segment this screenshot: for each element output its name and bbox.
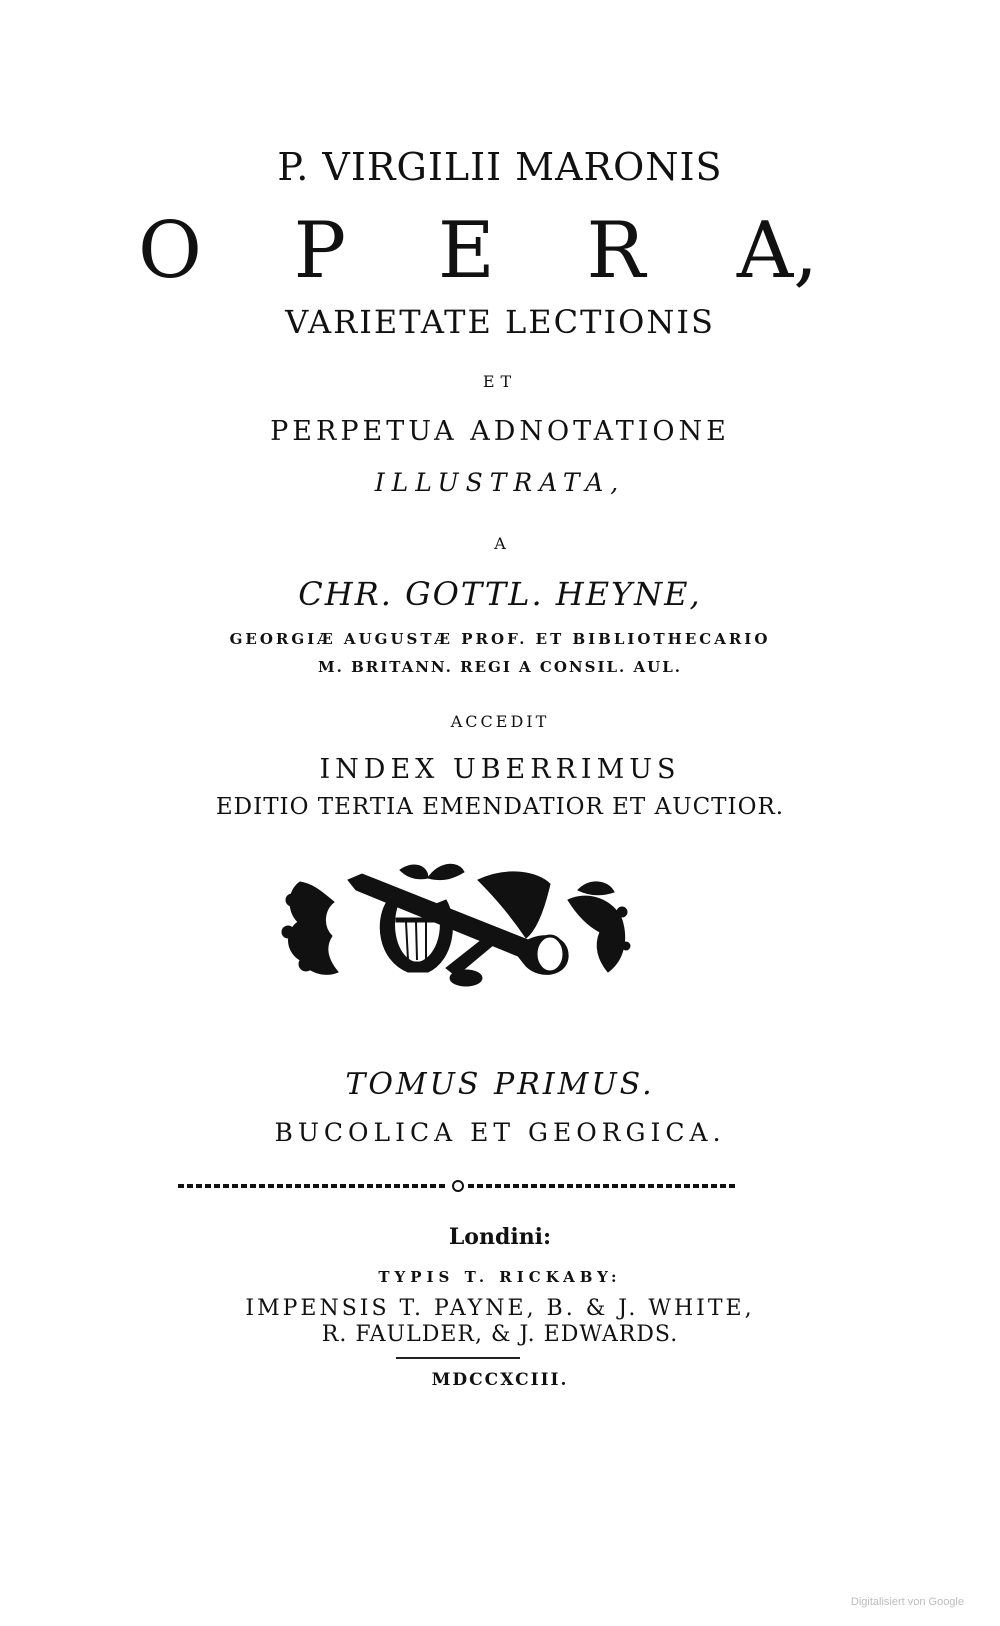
- opera-letter-e: E: [437, 206, 495, 296]
- publishers-line-1: IMPENSIS T. PAYNE, B. & J. WHITE,: [245, 1296, 755, 1321]
- publishers-line-2: R. FAULDER, & J. EDWARDS.: [321, 1322, 679, 1347]
- subtitle-illustrata: ILLUSTRATA,: [374, 468, 626, 497]
- place-line: Londini:: [448, 1224, 552, 1250]
- opera-letter-r: R: [586, 206, 646, 296]
- opera-title: [138, 206, 818, 296]
- editor-title-2: M. BRITANN. REGI A CONSIL. AUL.: [318, 658, 682, 676]
- by-line: A: [494, 534, 506, 553]
- musical-instruments-ornament-icon: [278, 860, 634, 994]
- digitization-watermark: Digitalisiert von Google: [850, 1596, 964, 1608]
- conjunction-et: ET: [482, 372, 518, 391]
- opera-letter-p: P: [293, 206, 347, 296]
- editor-title-1: GEORGIÆ AUGUSTÆ PROF. ET BIBLIOTHECARIO: [229, 630, 771, 648]
- subtitle-perpetua: PERPETUA ADNOTATIONE: [270, 416, 730, 447]
- opera-letter-a: A,: [736, 206, 818, 296]
- year-line: MDCCXCIII.: [431, 1370, 569, 1390]
- opera-letter-o: O: [138, 206, 202, 296]
- editor-name: CHR. GOTTL. HEYNE,: [298, 575, 702, 613]
- printer-line: TYPIS T. RICKABY:: [378, 1268, 622, 1286]
- index-line: INDEX UBERRIMUS: [319, 754, 681, 785]
- short-rule: [396, 1357, 520, 1359]
- subtitle-varietate: VARIETATE LECTIONIS: [285, 303, 715, 341]
- accedit-line: ACCEDIT: [450, 712, 550, 731]
- volume-line: TOMUS PRIMUS.: [345, 1067, 655, 1102]
- decorative-rule-icon: [178, 1180, 738, 1192]
- edition-line: EDITIO TERTIA EMENDATIOR ET AUCTIOR.: [215, 794, 785, 820]
- author-line: P. VIRGILII MARONIS: [277, 145, 723, 189]
- contents-line: BUCOLICA ET GEORGICA.: [274, 1118, 726, 1147]
